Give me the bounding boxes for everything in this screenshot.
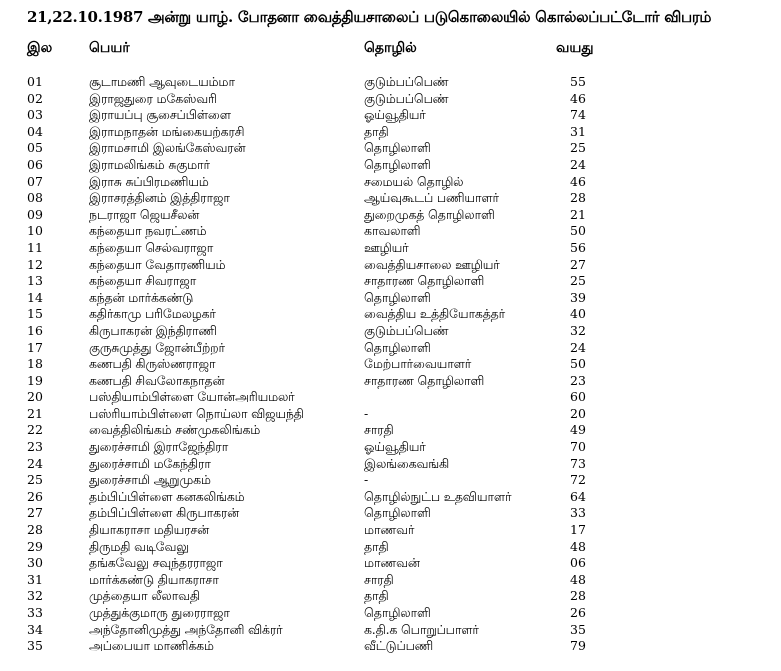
row-name: வைத்திலிங்கம் சண்முகலிங்கம் [89, 422, 261, 438]
header-age: வயது [556, 40, 594, 56]
list-item [0, 489, 781, 506]
row-name: முத்தையா லீலாவதி [89, 588, 200, 604]
row-age: 31 [570, 123, 586, 139]
row-number: 25 [27, 472, 43, 488]
row-number: 21 [27, 405, 43, 421]
row-number: 28 [27, 522, 43, 538]
list-item [0, 290, 781, 307]
row-age: 25 [570, 273, 586, 289]
row-age: 24 [570, 156, 586, 172]
list-item [0, 257, 781, 274]
row-age: 32 [570, 322, 586, 338]
list-item [0, 406, 781, 423]
row-number: 20 [27, 389, 43, 405]
row-age: 40 [570, 306, 586, 322]
row-number: 10 [27, 223, 43, 239]
row-number: 11 [27, 239, 43, 255]
row-occupation: சாரதி [364, 422, 394, 438]
row-number: 08 [27, 190, 43, 206]
list-item [0, 638, 781, 655]
list-item [0, 555, 781, 572]
row-number: 13 [27, 273, 43, 289]
row-occupation: வைத்தியசாலை ஊழியர் [364, 256, 500, 272]
row-age: 74 [570, 107, 586, 123]
victims-list [0, 74, 781, 655]
row-number: 35 [27, 638, 43, 654]
list-item [0, 422, 781, 439]
row-name: தியாகராசா மதியரசன் [89, 522, 210, 538]
row-name: கந்தையா செல்வராஜா [89, 239, 214, 255]
row-number: 04 [27, 123, 43, 139]
row-name: நடராஜா ஜெயசீலன் [89, 206, 200, 222]
list-item [0, 124, 781, 141]
row-age: 33 [570, 505, 586, 521]
list-item [0, 174, 781, 191]
row-age: 46 [570, 90, 586, 106]
row-occupation: தொழிலாளி [364, 140, 431, 156]
list-item [0, 622, 781, 639]
row-occupation: வீட்டுப்பணி [364, 638, 434, 654]
list-item [0, 91, 781, 108]
row-age: 73 [570, 455, 586, 471]
header-occupation: தொழில் [364, 40, 417, 56]
row-number: 22 [27, 422, 43, 438]
row-occupation: தாதி [364, 588, 389, 604]
row-name: தங்கவேலு சவுந்தரராஜா [89, 555, 223, 571]
row-occupation: தொழில்நுட்ப உதவியாளர் [364, 488, 512, 504]
row-occupation: தொழிலாளி [364, 339, 431, 355]
row-name: தம்பிப்பிள்ளை கனகலிங்கம் [89, 488, 245, 504]
row-occupation: - [364, 405, 369, 421]
row-name: பஸ்ரியாம்பிள்ளை நொய்லா விஜயந்தி [89, 405, 304, 421]
row-name: குருசுமுத்து ஜோன்பீற்றர் [89, 339, 225, 355]
list-item [0, 107, 781, 124]
row-age: 50 [570, 223, 586, 239]
row-age: 28 [570, 588, 586, 604]
row-name: பஸ்தியாம்பிள்ளை யோன்அரியமலர் [89, 389, 295, 405]
row-age: 64 [570, 488, 586, 504]
row-age: 48 [570, 571, 586, 587]
row-age: 25 [570, 140, 586, 156]
row-number: 31 [27, 571, 43, 587]
row-occupation: குடும்பப்பெண் [364, 74, 449, 89]
row-occupation: துறைமுகத் தொழிலாளி [364, 206, 495, 222]
row-age: 24 [570, 339, 586, 355]
row-number: 09 [27, 206, 43, 222]
row-occupation: சமையல் தொழில் [364, 173, 464, 189]
row-occupation: வைத்திய உத்தியோகத்தர் [364, 306, 505, 322]
list-item [0, 74, 781, 91]
row-name: கந்தன் மார்க்கண்டு [89, 289, 194, 305]
row-age: 55 [570, 74, 586, 89]
row-occupation: தொழிலாளி [364, 505, 431, 521]
row-age: 46 [570, 173, 586, 189]
row-number: 03 [27, 107, 43, 123]
row-name: கந்தையா நவரட்ணம் [89, 223, 207, 239]
row-occupation: சாதாரண தொழிலாளி [364, 273, 485, 289]
list-item [0, 522, 781, 539]
list-item [0, 306, 781, 323]
row-number: 02 [27, 90, 43, 106]
row-age: 27 [570, 256, 586, 272]
row-age: 21 [570, 206, 586, 222]
row-occupation: காவலாளி [364, 223, 421, 239]
row-age: 50 [570, 356, 586, 372]
list-item [0, 605, 781, 622]
row-name: இராசரத்தினம் இத்திராஜா [89, 190, 230, 206]
row-number: 33 [27, 605, 43, 620]
row-occupation: ஊழியர் [364, 239, 409, 255]
row-number: 29 [27, 538, 43, 554]
row-name: கந்தையா வேதாரணியம் [89, 256, 226, 272]
list-item [0, 273, 781, 290]
row-age: 72 [570, 472, 586, 488]
row-occupation: மேற்பார்வையாளர் [364, 356, 472, 372]
row-number: 17 [27, 339, 43, 355]
row-occupation: தாதி [364, 538, 389, 554]
cropped-next-line [27, 664, 741, 671]
row-name: கணபதி கிருஸ்ணராஜா [89, 356, 216, 372]
row-name: கணபதி சிவலோகநாதன் [89, 372, 225, 388]
row-number: 12 [27, 256, 43, 272]
page-title: 21,22.10.1987 அன்று யாழ். போதனா வைத்தியசாலைப் படுகொலையில் கொல்லப்பட்டோர் விபரம் [27, 8, 712, 26]
row-occupation: - [364, 472, 369, 488]
row-occupation: ஓய்வூதியர் [364, 439, 426, 455]
row-name: அப்பையா மாணிக்கம் [89, 638, 214, 654]
row-number: 30 [27, 555, 43, 571]
row-age: 28 [570, 190, 586, 206]
list-item [0, 439, 781, 456]
row-name: இராமசாமி இலங்கேஸ்வரன் [89, 140, 246, 156]
list-item [0, 356, 781, 373]
row-age: 17 [570, 522, 586, 538]
row-number: 01 [27, 74, 43, 89]
row-number: 14 [27, 289, 43, 305]
row-name: இராசு சுப்பிரமணியம் [89, 173, 209, 189]
row-name: இராமலிங்கம் சுகுமார் [89, 156, 210, 172]
row-number: 06 [27, 156, 43, 172]
list-item [0, 588, 781, 605]
list-item [0, 223, 781, 240]
row-occupation: தாதி [364, 123, 389, 139]
row-number: 26 [27, 488, 43, 504]
list-item [0, 190, 781, 207]
row-age: 49 [570, 422, 586, 438]
row-name: இராயப்பு சூசைப்பிள்ளை [89, 107, 231, 123]
row-occupation: குடும்பப்பெண் [364, 90, 449, 106]
row-age: 39 [570, 289, 586, 305]
row-number: 15 [27, 306, 43, 322]
list-item [0, 140, 781, 157]
row-number: 18 [27, 356, 43, 372]
row-name: சூடாமணி ஆவுடையம்மா [89, 74, 235, 89]
row-name: முத்துக்குமாரு துரைராஜா [89, 605, 230, 620]
row-number: 32 [27, 588, 43, 604]
row-age: 60 [570, 389, 586, 405]
row-occupation: சாதாரண தொழிலாளி [364, 372, 485, 388]
list-item [0, 456, 781, 473]
row-name: இராமநாதன் மங்கையற்கரசி [89, 123, 245, 139]
list-item [0, 340, 781, 357]
row-age: 70 [570, 439, 586, 455]
row-occupation: இலங்கைவங்கி [364, 455, 450, 471]
row-number: 34 [27, 621, 43, 637]
row-occupation: க.தி.க பொறுப்பாளர் [364, 621, 479, 637]
list-item [0, 472, 781, 489]
row-occupation: தொழிலாளி [364, 605, 431, 620]
list-item [0, 373, 781, 390]
row-name: கதிர்காமு பரிமேலழகர் [89, 306, 216, 322]
list-item [0, 240, 781, 257]
row-age: 56 [570, 239, 586, 255]
row-number: 07 [27, 173, 43, 189]
list-item [0, 207, 781, 224]
row-age: 06 [570, 555, 586, 571]
row-occupation: சாரதி [364, 571, 394, 587]
row-occupation: மாணவன் [364, 555, 420, 571]
row-age: 26 [570, 605, 586, 620]
row-name: கிருபாகரன் இந்திராணி [89, 322, 217, 338]
row-age: 48 [570, 538, 586, 554]
list-item [0, 389, 781, 406]
row-name: கந்தையா சிவராஜா [89, 273, 197, 289]
row-name: தம்பிப்பிள்ளை கிருபாகரன் [89, 505, 240, 521]
list-item [0, 572, 781, 589]
row-name: துரைச்சாமி மகேந்திரா [89, 455, 211, 471]
row-name: துரைச்சாமி ஆறுமுகம் [89, 472, 211, 488]
row-number: 24 [27, 455, 43, 471]
row-number: 19 [27, 372, 43, 388]
header-number: இல [27, 40, 53, 56]
row-name: மார்க்கண்டு தியாகராசா [89, 571, 219, 587]
row-occupation: தொழிலாளி [364, 156, 431, 172]
row-occupation: தொழிலாளி [364, 289, 431, 305]
row-occupation: மாணவர் [364, 522, 415, 538]
row-age: 35 [570, 621, 586, 637]
row-occupation: ஓய்வூதியர் [364, 107, 426, 123]
row-number: 16 [27, 322, 43, 338]
list-item [0, 157, 781, 174]
header-name: பெயர் [89, 40, 130, 56]
row-occupation: குடும்பப்பெண் [364, 322, 449, 338]
row-age: 23 [570, 372, 586, 388]
row-name: இராஜதுரை மகேஸ்வரி [89, 90, 217, 106]
list-item [0, 505, 781, 522]
row-name: அந்தோனிமுத்து அந்தோனி விக்ரர் [89, 621, 283, 637]
list-item [0, 323, 781, 340]
row-number: 05 [27, 140, 43, 156]
row-name: திருமதி வடிவேலு [89, 538, 189, 554]
list-item [0, 539, 781, 556]
row-occupation: ஆய்வுகூடப் பணியாளர் [364, 190, 499, 206]
row-name: துரைச்சாமி இராஜேந்திரா [89, 439, 229, 455]
row-age: 20 [570, 405, 586, 421]
row-number: 23 [27, 439, 43, 455]
row-age: 79 [570, 638, 586, 654]
row-number: 27 [27, 505, 43, 521]
